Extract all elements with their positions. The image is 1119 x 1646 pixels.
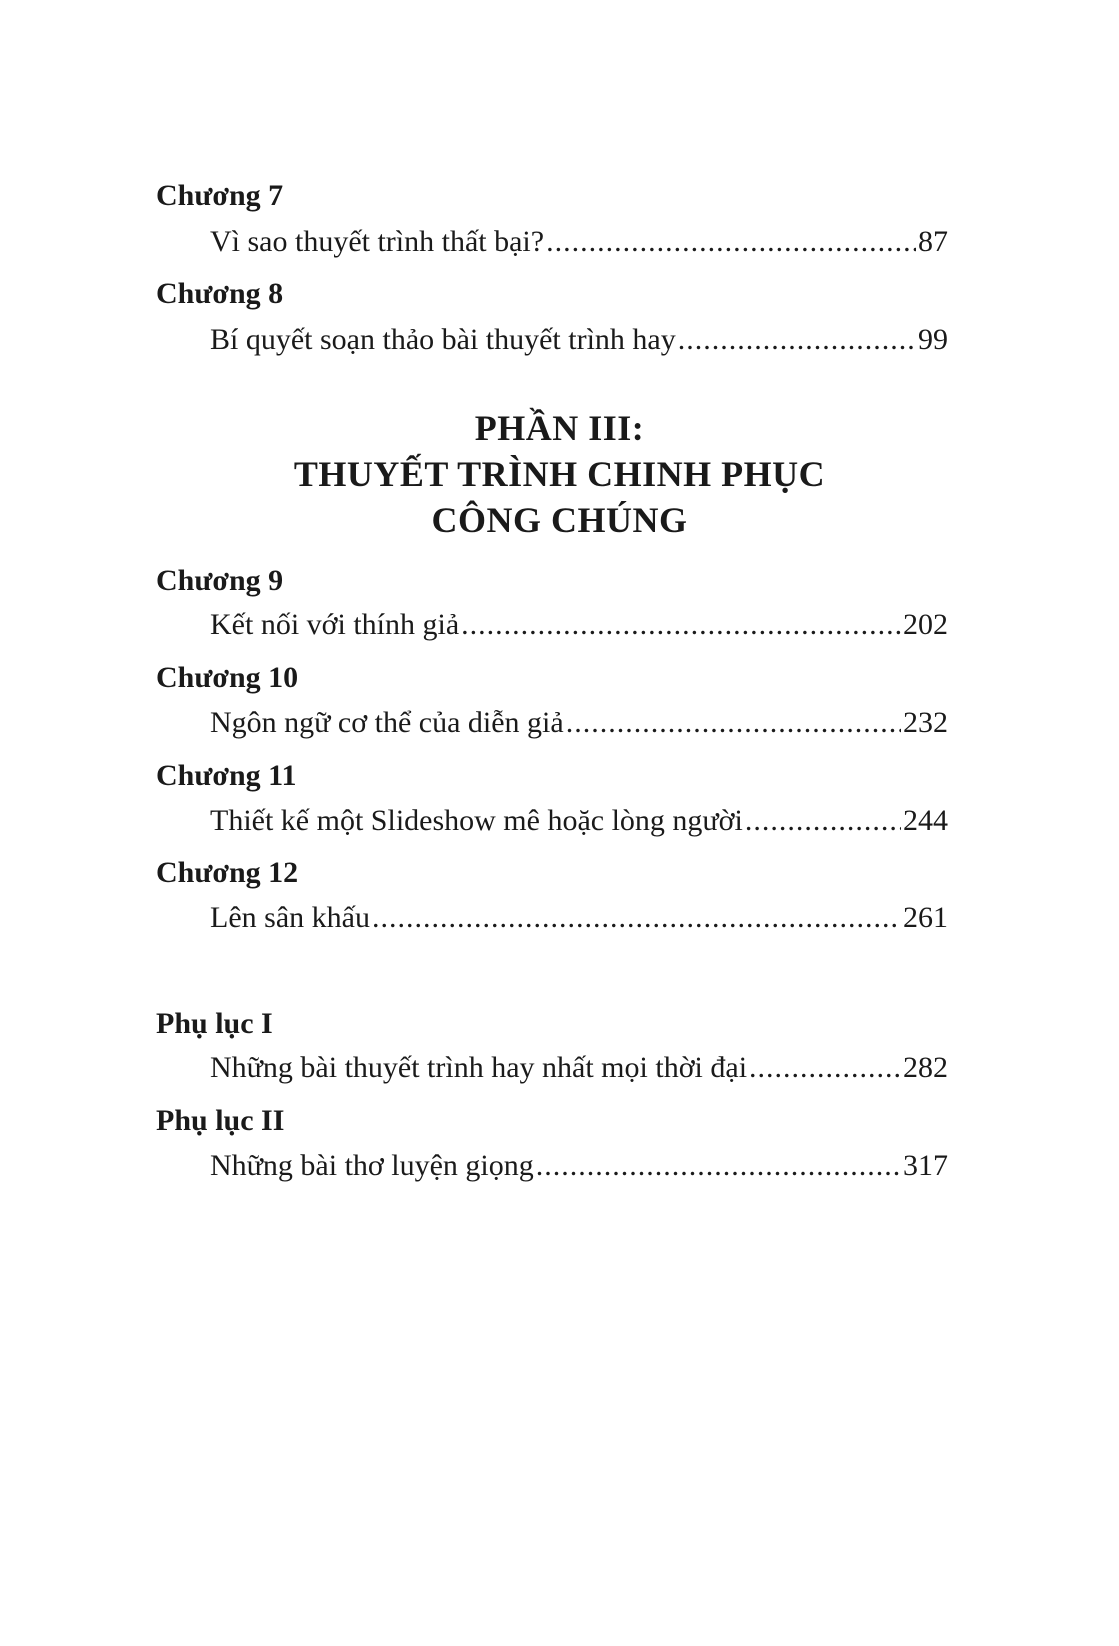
chapter-10-page: 232 (903, 706, 948, 739)
chapter-12-entry[interactable] (210, 900, 948, 936)
chapter-8-entry[interactable] (210, 322, 948, 358)
chapter-10-entry[interactable] (210, 705, 948, 741)
chapter-7-title: Vì sao thuyết trình thất bại? (210, 225, 545, 258)
chapter-10-title: Ngôn ngữ cơ thể của diễn giả (210, 706, 564, 739)
appendix-2-title: Những bài thơ luyện giọng (210, 1149, 534, 1182)
appendix-2-page: 317 (903, 1149, 948, 1182)
chapter-9-entry[interactable] (210, 607, 948, 643)
chapter-11-title: Thiết kế một Slideshow mê hoặc lòng người (210, 804, 743, 837)
appendix-2-entry[interactable] (210, 1148, 948, 1184)
dot-leader (749, 1050, 901, 1086)
chapter-11-entry[interactable] (210, 803, 948, 839)
appendix-2-heading: Phụ lục II (156, 1104, 285, 1137)
dot-leader (536, 1148, 901, 1184)
chapter-12-title: Lên sân khấu (210, 901, 370, 934)
dot-leader (566, 705, 901, 741)
chapter-10-heading: Chương 10 (156, 661, 299, 694)
chapter-8-heading: Chương 8 (156, 277, 284, 310)
appendix-1-page: 282 (903, 1051, 948, 1084)
dot-leader (372, 900, 901, 936)
chapter-7-heading: Chương 7 (156, 179, 284, 212)
dot-leader (546, 224, 916, 260)
chapter-9-title: Kết nối với thính giả (210, 608, 460, 641)
chapter-7-entry[interactable] (210, 224, 948, 260)
dot-leader (461, 607, 901, 643)
chapter-12-page: 261 (903, 901, 948, 934)
chapter-11-page: 244 (903, 804, 948, 837)
chapter-8-page: 99 (918, 323, 948, 356)
part-3-title-line2: CÔNG CHÚNG (431, 500, 688, 540)
part-3-title-line1: THUYẾT TRÌNH CHINH PHỤC (293, 454, 826, 494)
chapter-9-page: 202 (903, 608, 948, 641)
chapter-11-heading: Chương 11 (156, 759, 297, 792)
dot-leader (745, 803, 901, 839)
chapter-9-heading: Chương 9 (156, 564, 284, 597)
chapter-12-heading: Chương 12 (156, 856, 299, 889)
chapter-8-title: Bí quyết soạn thảo bài thuyết trình hay (210, 323, 676, 356)
part-3-label: PHẦN III: (474, 408, 645, 448)
appendix-1-heading: Phụ lục I (156, 1007, 273, 1040)
chapter-7-page: 87 (918, 225, 948, 258)
appendix-1-title: Những bài thuyết trình hay nhất mọi thời đại (210, 1051, 748, 1084)
appendix-1-entry[interactable] (210, 1050, 948, 1086)
dot-leader (678, 322, 916, 358)
